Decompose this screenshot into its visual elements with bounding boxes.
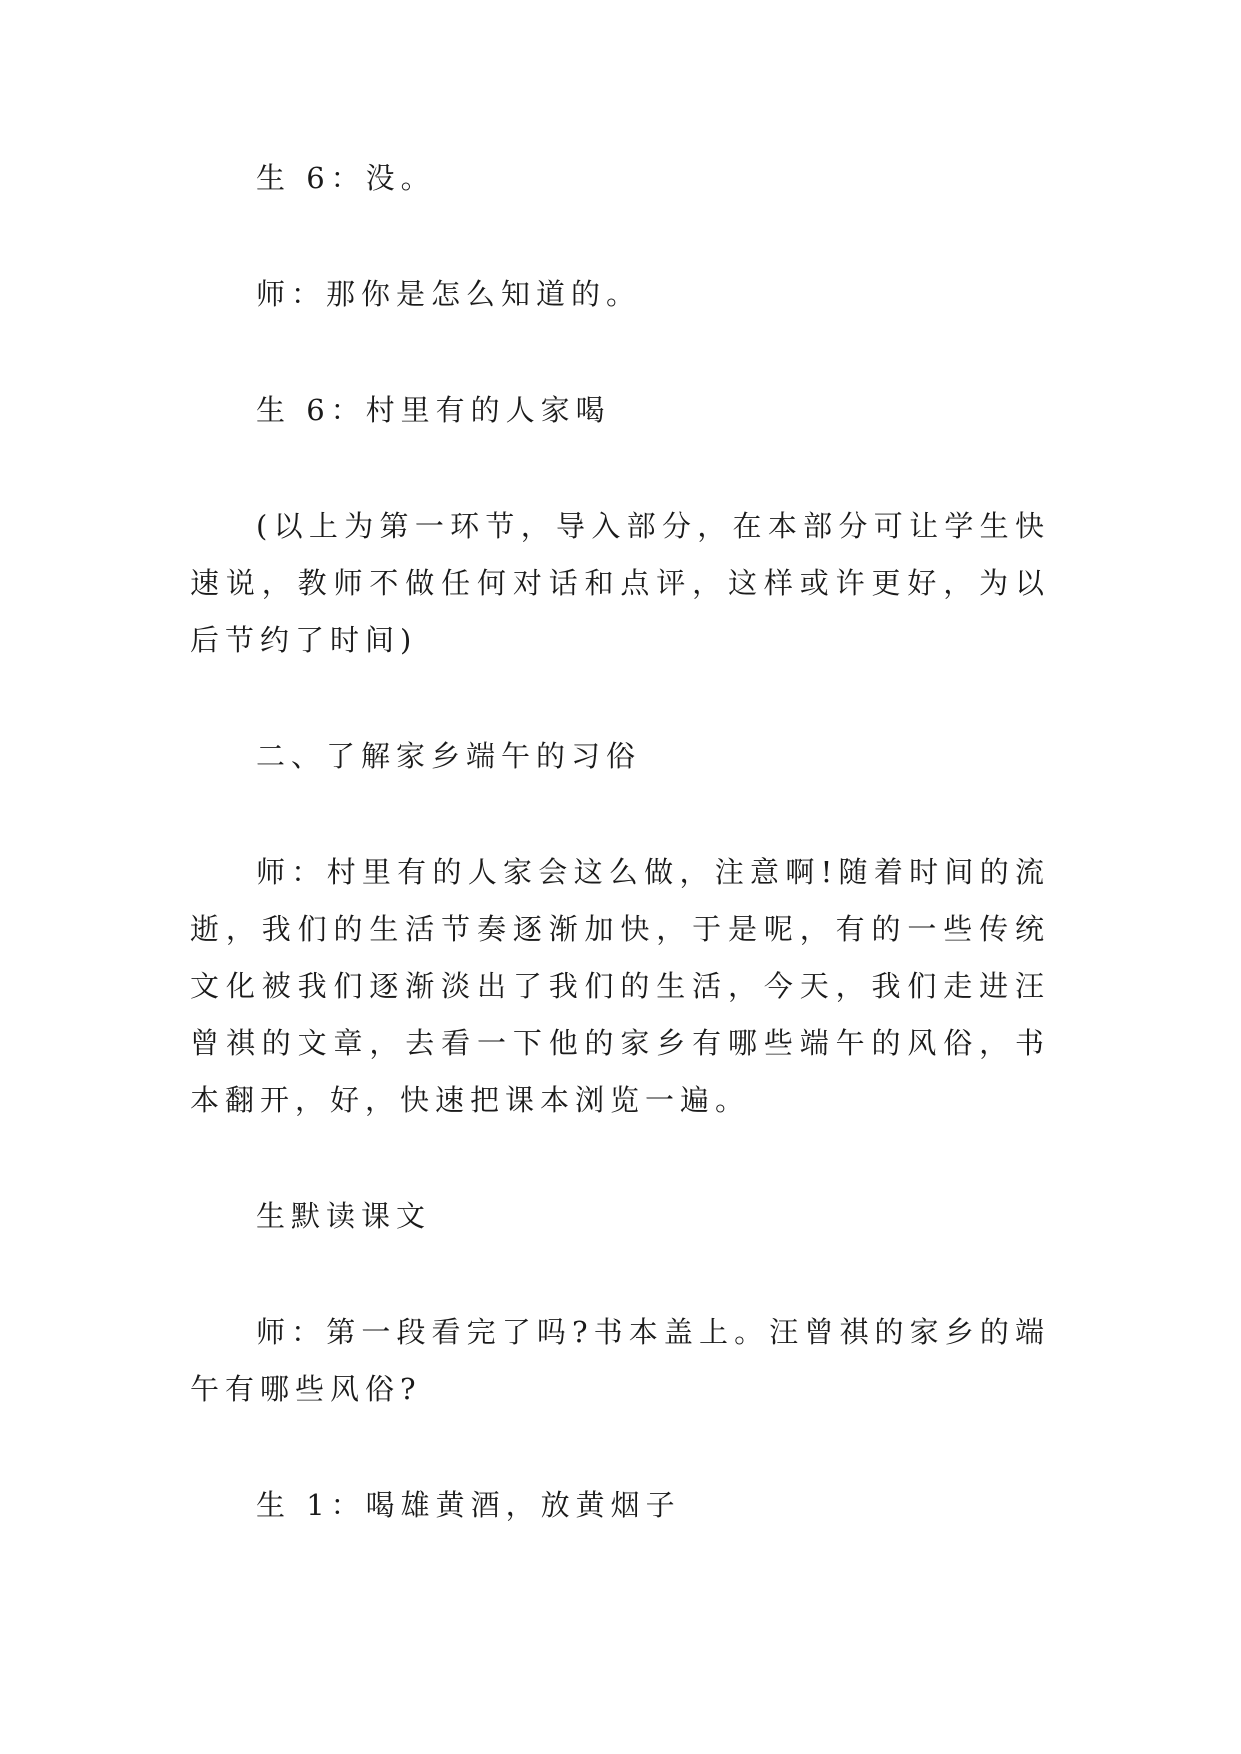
paragraph-teacher-intro: 师：村里有的人家会这么做，注意啊!随着时间的流逝，我们的生活节奏逐渐加快，于是呢，有的一些传统文化被我们逐渐淡出了我们的生活，今天，我们走进汪曾祺的文章，去看一下他的家乡有哪些端午的风俗，书本翻开，好，快速把课本浏览一遍。 <box>190 855 1050 1117</box>
paragraph-student6-answer: 生 6：村里有的人家喝 <box>256 393 611 427</box>
paragraph-student6-reply: 生 6：没。 <box>256 161 436 195</box>
section-heading: 二、了解家乡端午的习俗 <box>256 739 642 773</box>
paragraph-section-note: (以上为第一环节，导入部分，在本部分可让学生快速说，教师不做任何对话和点评，这样或许更好，为以后节约了时间) <box>190 509 1050 657</box>
paragraph-teacher-question-customs: 师：第一段看完了吗?书本盖上。汪曾祺的家乡的端午有哪些风俗? <box>190 1315 1050 1406</box>
paragraph-student1-answer: 生 1：喝雄黄酒，放黄烟子 <box>256 1488 681 1522</box>
document-body <box>190 150 1050 1534</box>
paragraph-silent-reading: 生默读课文 <box>256 1199 432 1233</box>
paragraph-teacher-question: 师：那你是怎么知道的。 <box>256 277 642 311</box>
